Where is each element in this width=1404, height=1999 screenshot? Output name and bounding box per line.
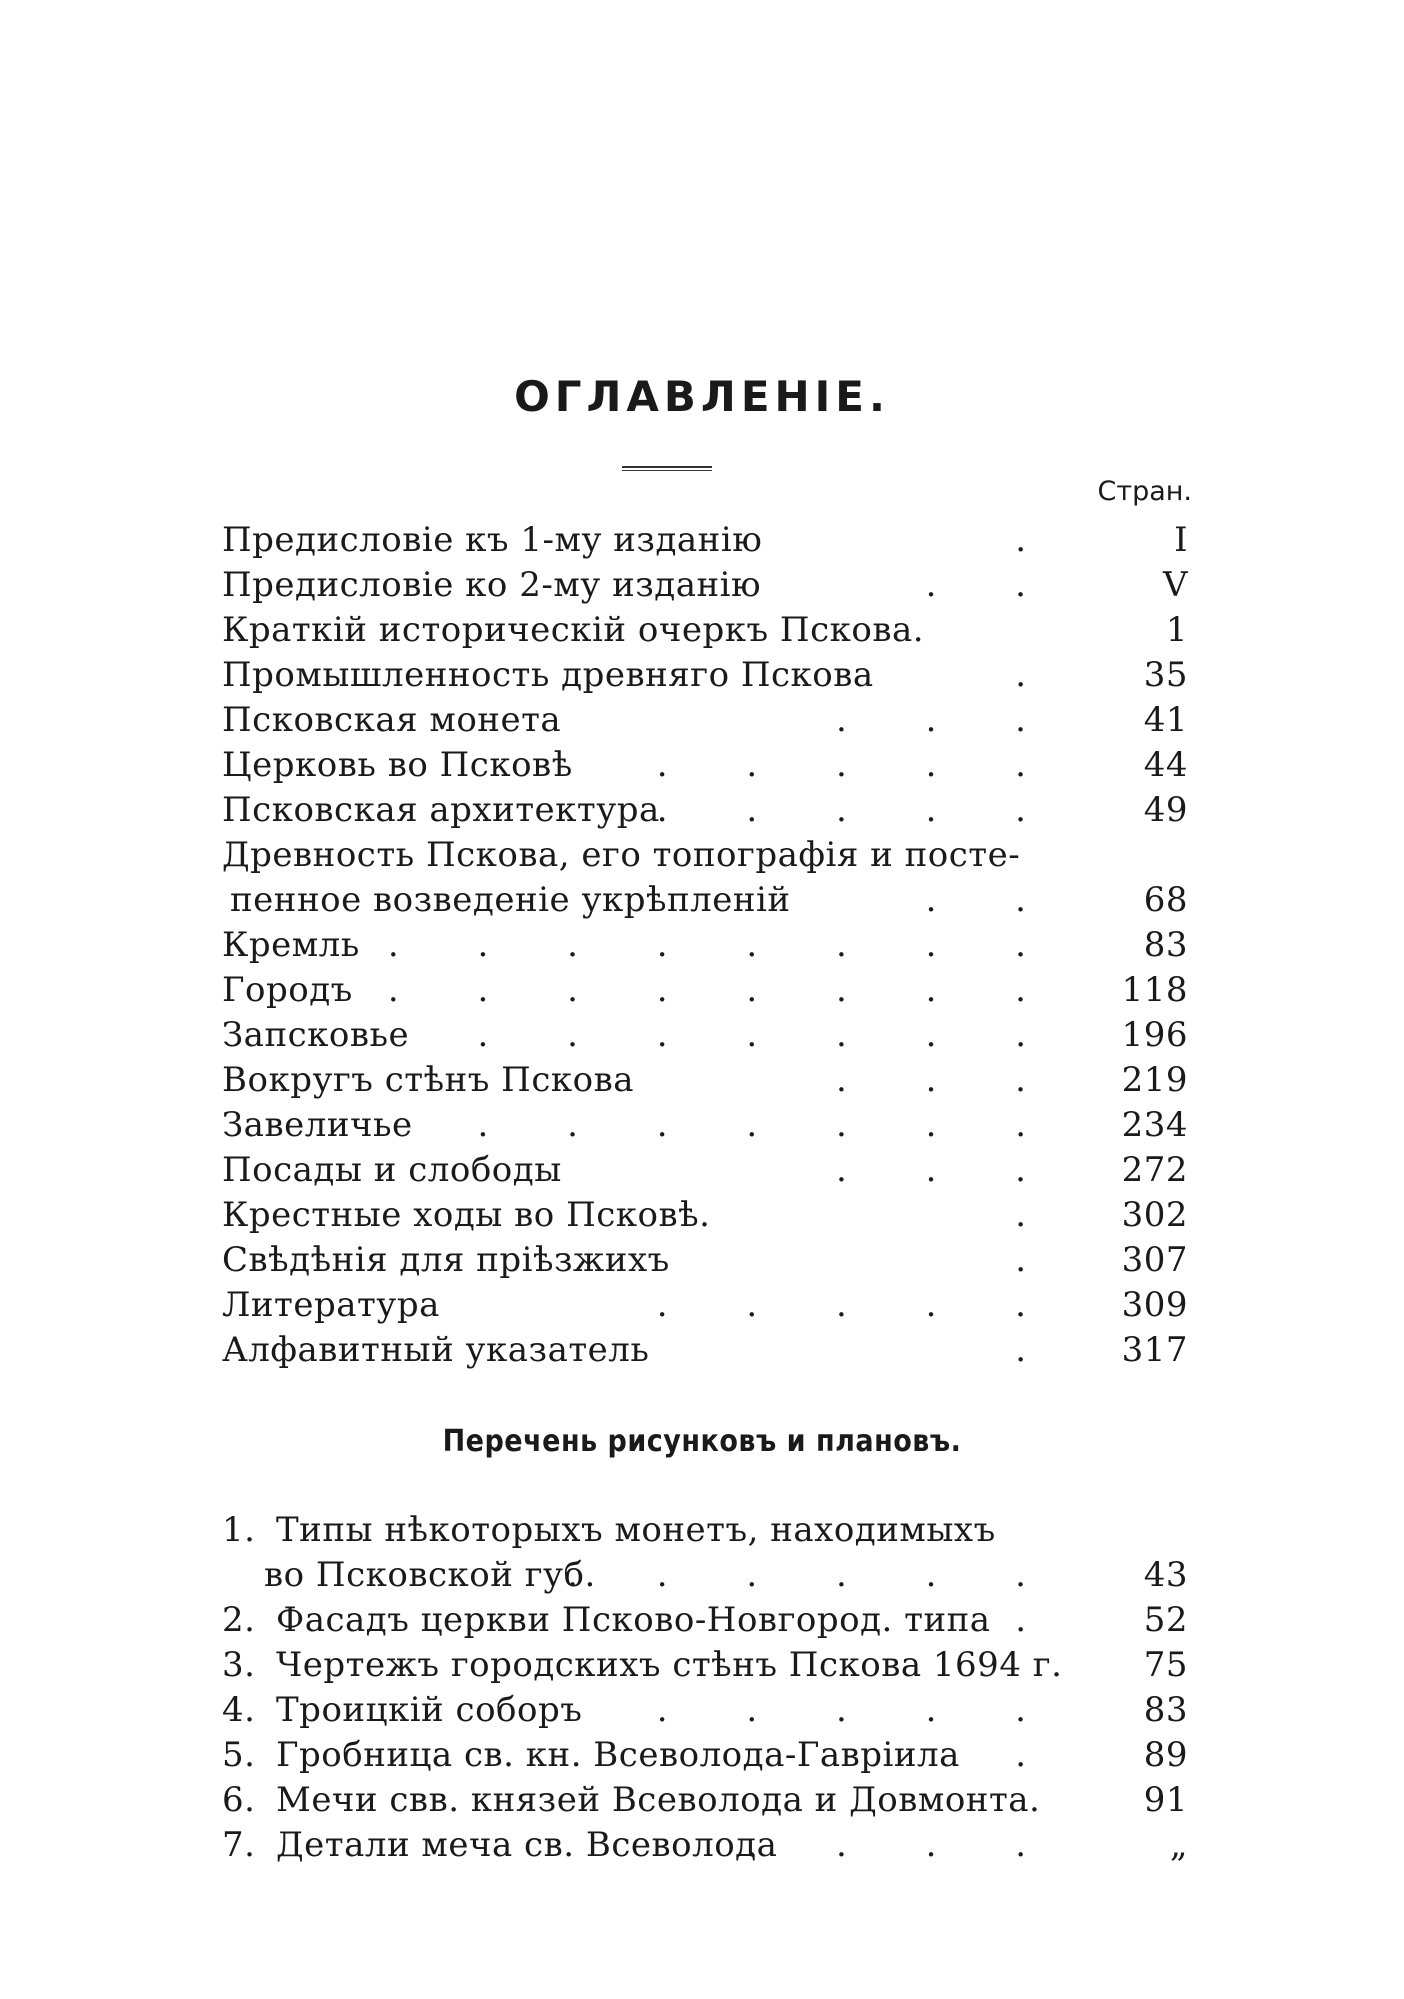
toc-entry-label: Краткій историческій очеркъ Пскова. bbox=[222, 610, 925, 650]
toc-entry[interactable] bbox=[222, 743, 1192, 788]
toc-entry-leader: . . . . . . . bbox=[477, 1015, 1060, 1055]
table-of-contents bbox=[222, 518, 1192, 1373]
figure-page: „ bbox=[1169, 1825, 1188, 1865]
toc-entry-label: Завеличье bbox=[222, 1105, 413, 1145]
toc-entry-page: 68 bbox=[1143, 880, 1188, 920]
toc-entry-page: 307 bbox=[1121, 1240, 1188, 1280]
figure-entry[interactable] bbox=[222, 1778, 1192, 1823]
figure-number: 3. bbox=[222, 1645, 256, 1685]
toc-entry[interactable] bbox=[222, 698, 1192, 743]
figure-entry[interactable] bbox=[222, 1688, 1192, 1733]
figure-number: 7. bbox=[222, 1825, 256, 1865]
toc-entry-label: Псковская монета bbox=[222, 700, 562, 740]
toc-entry[interactable] bbox=[222, 1058, 1192, 1103]
toc-entry-page: 302 bbox=[1121, 1195, 1188, 1235]
toc-entry[interactable] bbox=[222, 1328, 1192, 1373]
toc-entry-page: 272 bbox=[1121, 1150, 1188, 1190]
toc-entry-leader: . . . bbox=[835, 700, 1060, 740]
toc-entry-leader: . . . . . . . . bbox=[387, 970, 1060, 1010]
toc-entry-leader: . bbox=[1015, 1195, 1060, 1235]
toc-entry-label: пенное возведеніе укрѣпленій bbox=[230, 880, 791, 920]
toc-entry-leader: . . bbox=[925, 880, 1060, 920]
figure-leader: . . . . . . bbox=[567, 1555, 1060, 1595]
toc-entry[interactable] bbox=[222, 518, 1192, 563]
toc-entry[interactable] bbox=[222, 1283, 1192, 1328]
toc-entry-leader: . . bbox=[925, 565, 1060, 605]
toc-entry-label: Псковская архитектура bbox=[222, 790, 660, 830]
figure-number: 5. bbox=[222, 1735, 256, 1775]
toc-entry-page: V bbox=[1162, 565, 1188, 605]
toc-entry-page: 41 bbox=[1143, 700, 1188, 740]
figure-label: Детали меча св. Всеволода bbox=[276, 1825, 778, 1865]
toc-entry-label: Кремль bbox=[222, 925, 360, 965]
toc-entry[interactable] bbox=[222, 1238, 1192, 1283]
figure-number: 6. bbox=[222, 1780, 256, 1820]
figure-label: Гробница св. кн. Всеволода-Гавріила bbox=[276, 1735, 960, 1775]
figure-label: во Псковской губ. bbox=[264, 1555, 596, 1595]
figure-label: Троицкій соборъ bbox=[276, 1690, 583, 1730]
toc-entry-label: Вокругъ стѣнъ Пскова bbox=[222, 1060, 635, 1100]
toc-entry-page: 44 bbox=[1143, 745, 1188, 785]
figure-entry[interactable] bbox=[222, 1598, 1192, 1643]
toc-entry-label: Алфавитный указатель bbox=[222, 1330, 650, 1370]
toc-entry-page: 196 bbox=[1121, 1015, 1188, 1055]
toc-entry[interactable] bbox=[222, 968, 1192, 1013]
toc-entry-page: 35 bbox=[1143, 655, 1188, 695]
toc-entry[interactable] bbox=[222, 788, 1192, 833]
toc-entry-label: Посады и слободы bbox=[222, 1150, 562, 1190]
figure-page: 91 bbox=[1143, 1780, 1188, 1820]
figure-leader: . . . . . bbox=[656, 1690, 1060, 1730]
figure-page: 75 bbox=[1143, 1645, 1188, 1685]
figure-page: 83 bbox=[1143, 1690, 1188, 1730]
toc-entry-leader: . . . . . bbox=[656, 1285, 1060, 1325]
page-column-header: Стран. bbox=[1097, 476, 1192, 507]
toc-entry-label: Запсковье bbox=[222, 1015, 410, 1055]
figure-page: 43 bbox=[1143, 1555, 1188, 1595]
toc-entry-label: Городъ bbox=[222, 970, 353, 1010]
toc-entry-page: I bbox=[1174, 520, 1188, 560]
toc-entry[interactable] bbox=[222, 1193, 1192, 1238]
toc-entry-page: 234 bbox=[1121, 1105, 1188, 1145]
toc-entry-leader: . . . bbox=[835, 1060, 1060, 1100]
figure-entry-continuation[interactable] bbox=[222, 1553, 1192, 1598]
toc-entry-label: Предисловіе ко 2-му изданію bbox=[222, 565, 762, 605]
toc-entry[interactable] bbox=[222, 1148, 1192, 1193]
toc-entry-leader: . . . . . bbox=[656, 745, 1060, 785]
figure-leader: . bbox=[1015, 1600, 1060, 1640]
toc-entry[interactable] bbox=[222, 608, 1192, 653]
figure-number: 4. bbox=[222, 1690, 256, 1730]
toc-entry-leader: . bbox=[1015, 655, 1060, 695]
figure-leader: . . . . bbox=[746, 1825, 1060, 1865]
toc-entry-page: 49 bbox=[1143, 790, 1188, 830]
figures-heading: Перечень рисунковъ и плановъ. bbox=[442, 1424, 962, 1459]
toc-entry-label: Свѣдѣнія для пріѣзжихъ bbox=[222, 1240, 670, 1280]
figure-entry[interactable] bbox=[222, 1508, 1192, 1553]
title-rule-divider bbox=[622, 466, 712, 474]
figure-number: 1. bbox=[222, 1510, 256, 1550]
toc-entry-label: Промышленность древняго Пскова bbox=[222, 655, 874, 695]
toc-entry-leader: . . . bbox=[835, 1150, 1060, 1190]
toc-entry-label: Литература bbox=[222, 1285, 440, 1325]
figure-entry[interactable] bbox=[222, 1733, 1192, 1778]
toc-entry-leader: . . . . . . . bbox=[477, 1105, 1060, 1145]
toc-entry-continuation[interactable] bbox=[222, 878, 1192, 923]
toc-entry-leader: . . . . . bbox=[656, 790, 1060, 830]
toc-entry-leader: . bbox=[1015, 1330, 1060, 1370]
toc-entry[interactable] bbox=[222, 833, 1192, 878]
toc-entry[interactable] bbox=[222, 1013, 1192, 1058]
figure-label: Чертежъ городскихъ стѣнъ Пскова 1694 г. bbox=[276, 1645, 1063, 1685]
toc-entry[interactable] bbox=[222, 923, 1192, 968]
toc-entry-leader: . . . . . . . . bbox=[387, 925, 1060, 965]
toc-entry-label: Крестные ходы во Псковѣ. bbox=[222, 1195, 711, 1235]
page-title: ОГЛАВЛЕНІЕ. bbox=[514, 372, 890, 421]
toc-entry-leader: . bbox=[1015, 1240, 1060, 1280]
figures-list bbox=[222, 1508, 1192, 1868]
toc-entry-page: 309 bbox=[1121, 1285, 1188, 1325]
figure-label: Фасадъ церкви Псково-Новгород. типа bbox=[276, 1600, 991, 1640]
figure-entry[interactable] bbox=[222, 1643, 1192, 1688]
toc-entry[interactable] bbox=[222, 1103, 1192, 1148]
toc-entry-page: 83 bbox=[1143, 925, 1188, 965]
toc-entry-label: Древность Пскова, его топографія и посте- bbox=[222, 835, 1021, 875]
toc-entry-page: 1 bbox=[1165, 610, 1188, 650]
toc-entry[interactable] bbox=[222, 653, 1192, 698]
figure-page: 52 bbox=[1143, 1600, 1188, 1640]
toc-entry-page: 219 bbox=[1121, 1060, 1188, 1100]
figure-leader: . bbox=[1015, 1735, 1060, 1775]
figure-label: Типы нѣкоторыхъ монетъ, находимыхъ bbox=[276, 1510, 996, 1550]
figure-page: 89 bbox=[1143, 1735, 1188, 1775]
toc-entry-label: Предисловіе къ 1-му изданію bbox=[222, 520, 763, 560]
toc-entry[interactable] bbox=[222, 563, 1192, 608]
toc-entry-page: 118 bbox=[1121, 970, 1188, 1010]
figure-label: Мечи свв. князей Всеволода и Довмонта. bbox=[276, 1780, 1041, 1820]
figure-number: 2. bbox=[222, 1600, 256, 1640]
toc-entry-label: Церковь во Псковѣ bbox=[222, 745, 573, 785]
toc-entry-page: 317 bbox=[1121, 1330, 1188, 1370]
figure-entry[interactable] bbox=[222, 1823, 1192, 1868]
toc-entry-leader: . bbox=[1015, 520, 1060, 560]
